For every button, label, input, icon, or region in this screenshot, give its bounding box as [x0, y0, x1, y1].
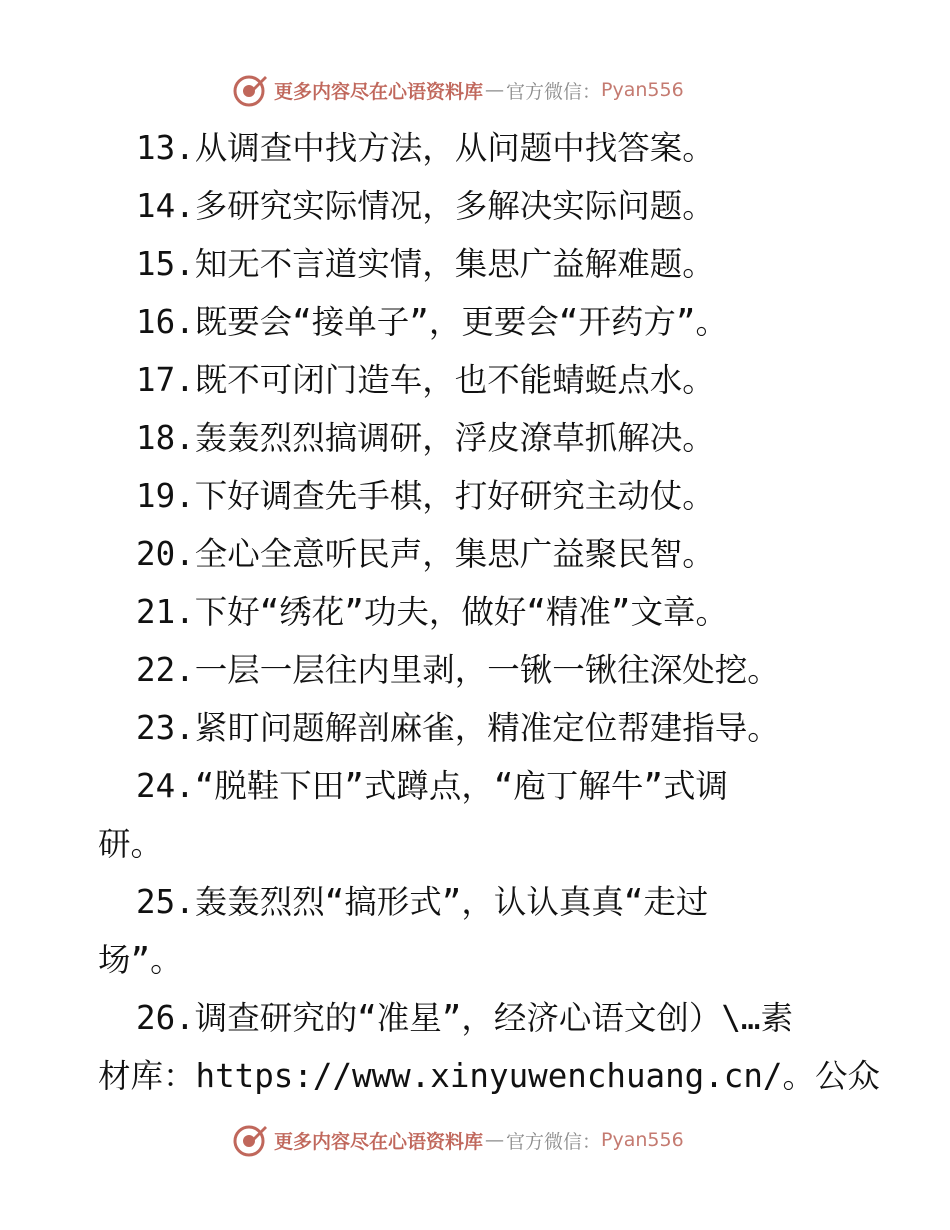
watermark-lead-text: 更多内容尽在心语资料库 — [274, 80, 484, 103]
text-line-25: 25.轰轰烈烈“搞形式”，认认真真“走过 — [136, 883, 709, 921]
text-line-13: 13.从调查中找方法，从问题中找答案。 — [136, 129, 715, 167]
text-line-23: 23.紧盯问题解剖麻雀，精准定位帮建指导。 — [136, 709, 780, 747]
text-line-15: 15.知无不言道实情，集思广益解难题。 — [136, 245, 715, 283]
watermark-wechat-label: 官方微信： — [506, 80, 602, 103]
watermark-handle: Pyan556 — [601, 79, 684, 101]
text-line-20: 20.全心全意听民声，集思广益聚民智。 — [136, 535, 715, 573]
text-line-26: 26.调查研究的“准星”，经济心语文创）\…素 — [136, 999, 793, 1037]
watermark-handle: Pyan556 — [601, 1129, 684, 1151]
text-line-21: 21.下好“绣花”功夫，做好“精准”文章。 — [136, 593, 728, 631]
text-line-25-cont: 场”。 — [98, 941, 183, 979]
watermark-dash: — — [485, 79, 505, 101]
text-line-26-cont: 材库：https://www.xinyuwenchuang.cn/。公众 — [98, 1057, 880, 1095]
text-line-24-cont: 研。 — [98, 825, 164, 863]
watermark-wechat-label: 官方微信： — [506, 1130, 602, 1153]
text-line-19: 19.下好调查先手棋，打好研究主动仗。 — [136, 477, 715, 515]
text-line-22: 22.一层一层往内里剥，一锹一锹往深处挖。 — [136, 651, 780, 689]
pen-logo-icon — [232, 1122, 268, 1158]
text-line-16: 16.既要会“接单子”，更要会“开药方”。 — [136, 303, 728, 341]
text-line-14: 14.多研究实际情况，多解决实际问题。 — [136, 187, 715, 225]
text-line-24: 24.“脱鞋下田”式蹲点，“庖丁解牛”式调 — [136, 767, 728, 805]
pen-logo-icon — [232, 72, 268, 108]
watermark-dash: — — [485, 1129, 505, 1151]
watermark-lead-text: 更多内容尽在心语资料库 — [274, 1130, 484, 1153]
text-line-17: 17.既不可闭门造车，也不能蜻蜓点水。 — [136, 361, 715, 399]
header-watermark — [232, 70, 684, 110]
footer-watermark — [232, 1120, 684, 1160]
text-line-18: 18.轰轰烈烈搞调研，浮皮潦草抓解决。 — [136, 419, 715, 457]
